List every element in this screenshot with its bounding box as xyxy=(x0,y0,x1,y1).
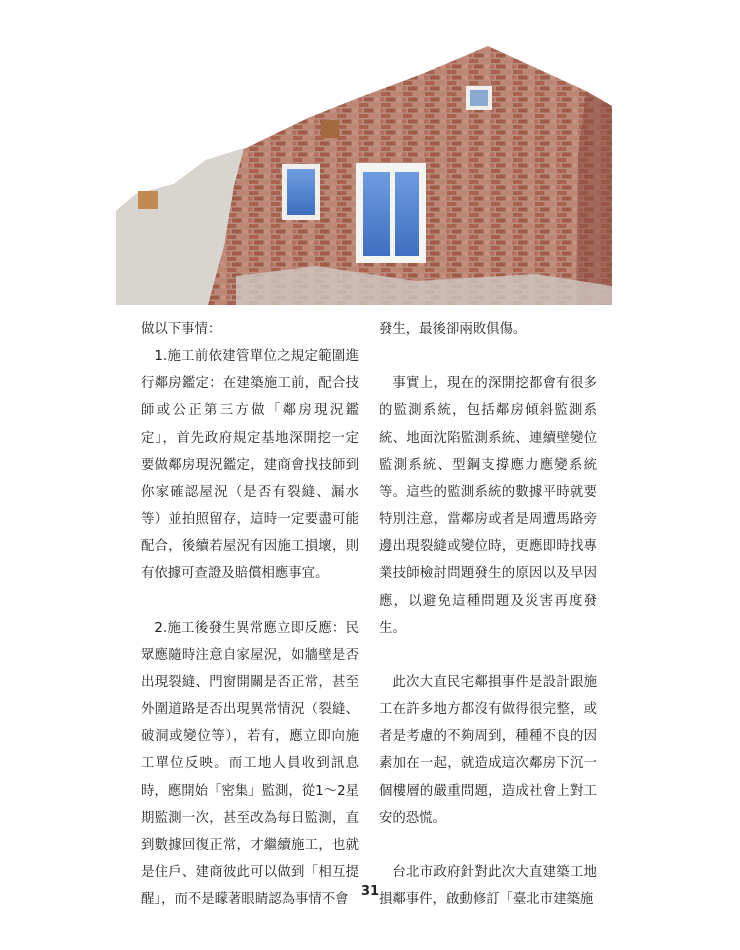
left-paragraph-intro: 做以下事情： xyxy=(141,322,222,337)
left-paragraph-report-anomaly: 2.施工後發生異常應立即反應：民眾應隨時注意自家屋況，如牆壁是否出現裂縫、門窗開關是否正常，甚至外圍道路是否出現異常情況（裂縫、破洞或變位等），若有，應立即向施工單位反映。而工地人員收到訊息時，應開始「密集」監測，從1～2星期監測一次，甚至改為每日監測，直到數據回復正常，才繼續施工，也就是住戶、建商彼此可以做到「相互提醒」，而不是矇著眼睛認為事情不會 xyxy=(141,620,359,908)
right-paragraph-monitoring-systems: 事實上，現在的深開挖都會有很多的監測系統，包括鄰房傾斜監測系統、地面沈陷監測系統、連續壁變位監測系統、型鋼支撐應力應變系統等。這些的監測系統的數據平時就要特別注意，當鄰房或者是周遭馬路旁邊出現裂縫或變位時，更應即時找專業技師檢討問題發生的原因以及早因應，以避免這種問題及災害再度發生。 xyxy=(379,376,597,636)
left-text-column xyxy=(141,316,359,913)
right-paragraph-taipei-government: 台北市政府針對此次大直建築工地損鄰事件，啟動修訂「臺北市建築施 xyxy=(379,865,597,908)
building-wall-photo xyxy=(116,36,612,305)
right-paragraph-dazhi-incident: 此次大直民宅鄰損事件是設計跟施工在許多地方都沒有做得很完整，或者是考慮的不夠周到，種種不良的因素加在一起，就造成這次鄰房下沉一個樓層的嚴重問題，造成社會上對工安的恐慌。 xyxy=(379,675,597,826)
right-text-column xyxy=(379,316,597,913)
page-number: 31 xyxy=(360,884,380,899)
right-paragraph-continued: 發生，最後卻兩敗俱傷。 xyxy=(379,322,527,337)
left-paragraph-neighbor-appraisal: 1.施工前依建管單位之規定範圍進行鄰房鑑定：在建築施工前，配合技師或公正第三方做「鄰房現況鑑定」，首先政府規定基地深開挖一定要做鄰房現況鑑定，建商會找技師到你家確認屋況（是否有裂縫、漏水等）並拍照留存，這時一定要盡可能配合，後續若屋況有因施工損壞，則有依據可查證及賠償相應事宜。 xyxy=(141,349,359,582)
